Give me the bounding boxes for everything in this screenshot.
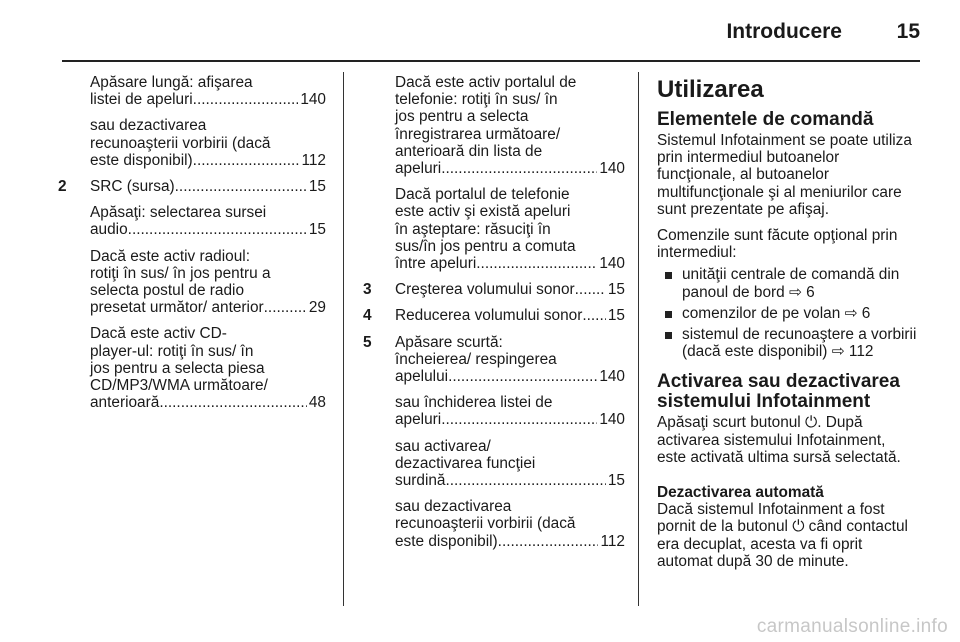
text-line: anterioară din lista de [395, 142, 543, 160]
text-line: automat după 30 de minute. [657, 552, 849, 570]
bullet-list [657, 266, 925, 360]
toc-text: este disponibil) [90, 151, 193, 169]
text-line: multifuncţionale şi al meniurilor care [657, 183, 902, 201]
text-line: Apăsaţi: selectarea sursei [90, 204, 267, 222]
toc-line [395, 472, 625, 489]
toc-text: apeluri [395, 411, 442, 429]
text-block [90, 325, 326, 411]
toc-line [395, 411, 625, 428]
text-line: telefonie: rotiţi în sus/ în [395, 91, 558, 109]
minor-heading: Dezactivarea automată [657, 484, 824, 502]
control-entry-4 [363, 307, 625, 324]
text-block [395, 186, 625, 272]
paragraph [657, 501, 925, 570]
entry-number: 2 [58, 178, 67, 196]
page-ref[interactable]: 140 [599, 160, 625, 178]
text-line: activarea sistemului Infotainment, [657, 431, 886, 449]
page-ref[interactable]: 140 [599, 368, 625, 386]
column-divider [638, 72, 639, 606]
page-ref[interactable]: 112 [600, 532, 625, 550]
text-line: încheierea/ respingerea [395, 350, 557, 368]
text-block [90, 248, 326, 317]
entry-number: 4 [363, 307, 372, 325]
text-line: prin intermediul butoanelor [657, 149, 840, 167]
text-block [90, 178, 326, 195]
text-line: funcţionale, al butoanelor [657, 166, 829, 184]
toc-text: între apeluri [395, 255, 477, 273]
bullet-square-icon [665, 272, 672, 279]
text-line: panoul de bord [682, 283, 785, 301]
text-block [395, 438, 625, 490]
control-entry-2 [58, 178, 326, 411]
bullet-square-icon [665, 332, 672, 339]
entry-number: 3 [363, 281, 372, 299]
bullet-square-icon [665, 311, 672, 318]
text-line: sunt prezentate pe afişaj. [657, 200, 829, 218]
entry-number: 5 [363, 333, 372, 351]
text-line: Apăsaţi scurt butonul [657, 414, 801, 432]
page-ref[interactable]: 48 [308, 394, 326, 412]
text-line: intermediul: [657, 244, 737, 262]
text-line: Activarea sau dezactivarea [657, 371, 900, 393]
text-line: Apăsare lungă: afişarea [90, 74, 253, 91]
page-ref[interactable]: 15 [308, 221, 326, 239]
text-line: unităţii centrale de comandă din [682, 266, 900, 284]
toc-line [90, 221, 326, 238]
text-line: Dacă este activ portalul de [395, 74, 577, 91]
text-line: era decuplat, acesta va fi oprit [657, 535, 863, 553]
text-line: jos pentru a selecta [395, 108, 529, 126]
section-title: Utilizarea [657, 76, 764, 103]
text-line: sistemul de recunoaştere a vorbirii [682, 326, 917, 344]
toc-text: presetat următor/ anterior [90, 299, 264, 317]
text-line: comenzilor de pe volan [682, 304, 841, 322]
toc-line [90, 394, 326, 411]
paragraph [657, 132, 925, 218]
toc-text: anterioară [90, 394, 160, 412]
toc-text: Creşterea volumului sonor [395, 281, 575, 299]
toc-line [395, 307, 625, 324]
text-line: pornit de la butonul [657, 518, 788, 536]
text-block [90, 117, 326, 169]
arrow-reference-icon: ⇨ [831, 343, 845, 361]
page-ref[interactable]: 15 [607, 281, 625, 299]
text-block [395, 74, 625, 177]
text-block [395, 498, 625, 550]
power-button-icon: ⏻ [792, 518, 805, 536]
page-ref[interactable]: 29 [308, 299, 326, 317]
page-title: Introducere [726, 20, 842, 43]
text-line: rotiţi în sus/ în jos pentru a [90, 264, 271, 282]
toc-line [90, 178, 326, 195]
page-ref[interactable]: 15 [607, 472, 625, 490]
text-line: recunoaşterii vorbirii (dacă [395, 515, 576, 533]
text-line: recunoaşterii vorbirii (dacă [90, 134, 271, 152]
toc-line [395, 533, 625, 550]
text-block [395, 394, 625, 428]
toc-text: audio [90, 221, 128, 239]
toc-text: surdină [395, 472, 446, 490]
toc-line [395, 160, 625, 177]
text-line: CD/MP3/WMA următoare/ [90, 377, 268, 395]
text-line: Apăsare scurtă: [395, 333, 503, 351]
page-ref[interactable]: 15 [308, 178, 326, 196]
toc-line [90, 152, 326, 169]
toc-line [395, 255, 625, 272]
control-entry-3 [363, 281, 625, 298]
text-line: Dacă sistemul Infotainment a fost [657, 501, 885, 519]
arrow-reference-icon: ⇨ [844, 304, 858, 322]
text-line: sau închiderea listei de [395, 394, 553, 412]
list-item [657, 305, 925, 322]
text-line: sau dezactivarea [90, 117, 207, 135]
arrow-reference-icon: ⇨ [788, 283, 802, 301]
text-block [90, 204, 326, 238]
text-block [90, 74, 326, 108]
paragraph [657, 227, 925, 261]
text-line: este activată ultima sursă selectată. [657, 448, 901, 466]
page-ref[interactable]: 140 [599, 411, 625, 429]
toc-text: SRC (sursa) [90, 178, 175, 196]
text-line: este activ şi există apeluri [395, 203, 571, 221]
text-line: . După [817, 414, 863, 432]
page-ref[interactable]: 112 [301, 151, 326, 169]
control-entry-1-continued [58, 74, 326, 169]
middle-column [363, 74, 625, 559]
toc-text: Reducerea volumului sonor [395, 307, 583, 325]
toc-line [90, 299, 326, 316]
page-header [62, 0, 920, 62]
toc-line [395, 281, 625, 298]
text-line: Sistemul Infotainment se poate utiliza [657, 132, 912, 149]
paragraph [657, 414, 925, 466]
subsection-title [657, 372, 925, 412]
text-line: dezactivarea funcţiei [395, 454, 536, 472]
text-line: când contactul [808, 518, 908, 536]
page-ref[interactable]: 6 [861, 304, 871, 322]
text-line: Comenzile sunt făcute opţional prin [657, 227, 898, 245]
text-line: în aşteptare: răsuciţi în [395, 220, 551, 238]
text-line: jos pentru a selecta piesa [90, 359, 265, 377]
toc-text: apelului [395, 368, 449, 386]
power-button-icon: ⏻ [805, 414, 818, 432]
text-line: Dacă este activ radioul: [90, 247, 250, 265]
toc-text: apeluri [395, 160, 442, 178]
text-line: selecta postul de radio [90, 282, 245, 300]
toc-line [395, 368, 625, 385]
control-entry-5 [363, 334, 625, 550]
list-item [657, 266, 925, 300]
text-line: sus/în jos pentru a comuta [395, 237, 576, 255]
right-column [657, 74, 925, 579]
list-item [657, 326, 925, 360]
text-line: (dacă este disponibil) [682, 343, 828, 361]
page-number: 15 [896, 20, 920, 43]
text-line: sistemului Infotainment [657, 391, 871, 413]
column-divider [343, 72, 344, 606]
text-block [395, 334, 625, 386]
control-entry-2-continued [363, 74, 625, 272]
text-line: Dacă este activ CD- [90, 325, 227, 343]
toc-text: listei de apeluri [90, 91, 193, 109]
page-ref[interactable]: 15 [607, 307, 625, 325]
text-line: Dacă portalul de telefonie [395, 186, 570, 204]
watermark: carmanualsonline.info [756, 616, 948, 637]
text-line: player-ul: rotiţi în sus/ în [90, 342, 254, 360]
page-ref[interactable]: 112 [848, 343, 874, 361]
text-line: înregistrarea următoare/ [395, 125, 561, 143]
subsection-title: Elementele de comandă [657, 109, 874, 130]
page-ref[interactable]: 6 [806, 283, 815, 301]
toc-line [90, 91, 326, 108]
page-ref[interactable]: 140 [599, 255, 625, 273]
page-ref[interactable]: 140 [300, 91, 326, 109]
text-line: sau dezactivarea [395, 498, 512, 516]
text-line: sau activarea/ [395, 437, 491, 455]
toc-text: este disponibil) [395, 532, 498, 550]
left-column [58, 74, 326, 420]
